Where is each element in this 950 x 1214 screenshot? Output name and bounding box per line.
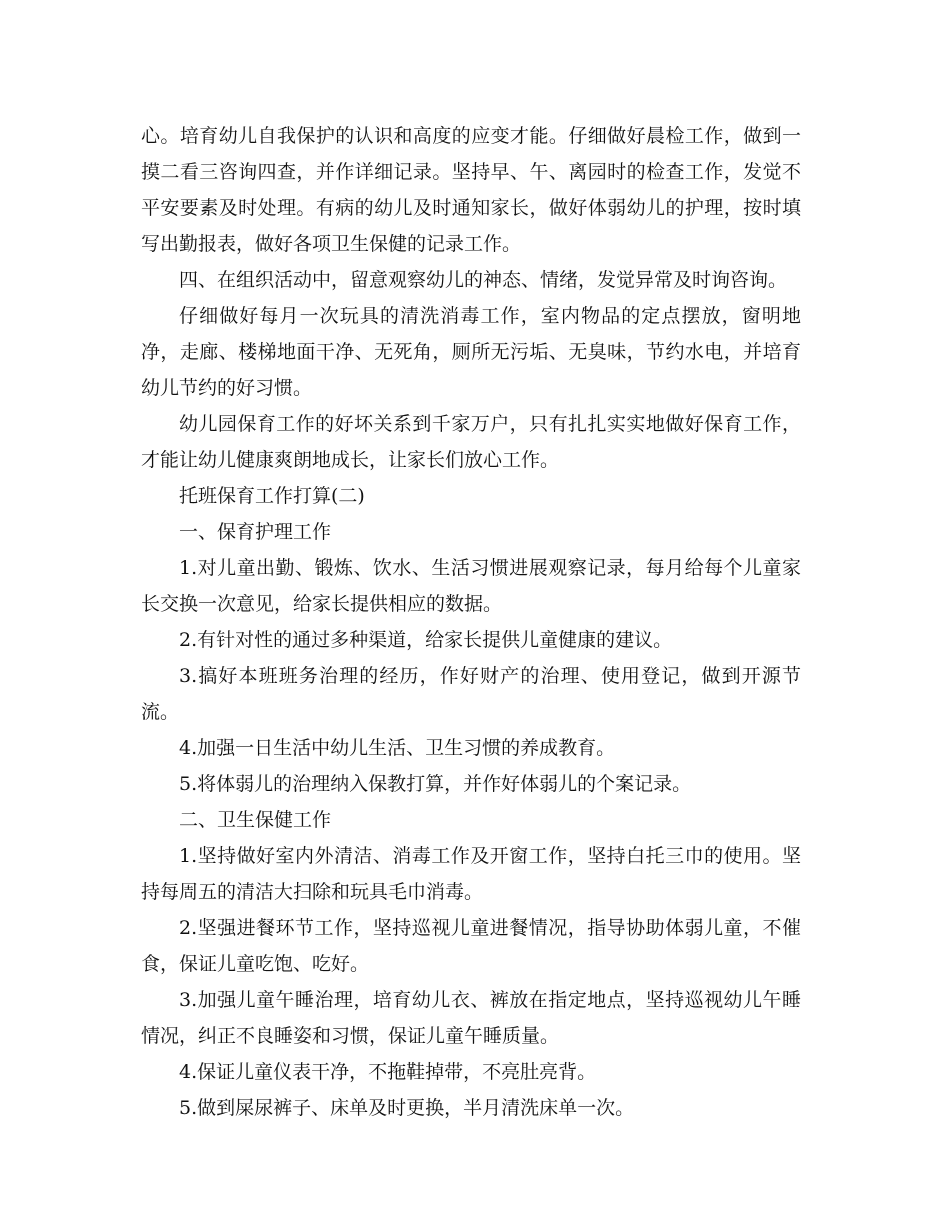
list-item: 5.做到屎尿裤子、床单及时更换，半月清洗床单一次。 (179, 1097, 635, 1119)
list-item: 2.有针对性的通过多种渠道，给家长提供儿童健康的建议。 (179, 629, 673, 651)
paragraph-section-four: 四、在组织活动中，留意观察幼儿的神态、情绪，发觉异常及时询咨询。 (179, 269, 788, 291)
list-item: 4.加强一日生活中幼儿生活、卫生习惯的养成教育。 (179, 737, 616, 759)
list-item: 2.坚强进餐环节工作，坚持巡视儿童进餐情况，指导协助体弱儿童，不催食，保证儿童吃饱、吃好。 (141, 917, 801, 975)
list-item: 4.保证儿童仪表干净，不拖鞋掉带，不亮肚亮背。 (179, 1061, 597, 1083)
paragraph-conclusion: 幼儿园保育工作的好坏关系到千家万户，只有扎扎实实地做好保育工作，才能让幼儿健康爽朗地成长，让家长们放心工作。 (141, 413, 801, 471)
section-heading-care: 一、保育护理工作 (179, 521, 332, 543)
list-item: 3.加强儿童午睡治理，培育幼儿衣、裤放在指定地点，坚持巡视幼儿午睡情况，纠正不良睡姿和习惯，保证儿童午睡质量。 (141, 989, 801, 1047)
paragraph-toy-cleaning: 仔细做好每月一次玩具的清洗消毒工作，室内物品的定点摆放，窗明地净，走廊、楼梯地面干净、无死角，厕所无污垢、无臭味，节约水电，并培育幼儿节约的好习惯。 (141, 305, 801, 399)
section-heading-health: 二、卫生保健工作 (179, 809, 332, 831)
document-body (141, 118, 801, 1126)
list-item: 1.对儿童出勤、锻炼、饮水、生活习惯进展观察记录，每月给每个儿童家长交换一次意见，给家长提供相应的数据。 (141, 557, 801, 615)
paragraph-continuation: 心。培育幼儿自我保护的认识和高度的应变才能。仔细做好晨检工作，做到一摸二看三咨询四查，并作详细记录。坚持早、午、离园时的检查工作，发觉不平安要素及时处理。有病的幼儿及时通知家长，做好体弱幼儿的护理，按时填写出勤报表，做好各项卫生保健的记录工作。 (141, 125, 801, 255)
list-item: 5.将体弱儿的治理纳入保教打算，并作好体弱儿的个案记录。 (179, 773, 692, 795)
list-item: 1.坚持做好室内外清洁、消毒工作及开窗工作，坚持白托三巾的使用。坚持每周五的清洁大扫除和玩具毛巾消毒。 (141, 845, 801, 903)
document-subtitle: 托班保育工作打算(二) (179, 485, 365, 507)
list-item: 3.搞好本班班务治理的经历，作好财产的治理、使用登记，做到开源节流。 (141, 665, 801, 723)
